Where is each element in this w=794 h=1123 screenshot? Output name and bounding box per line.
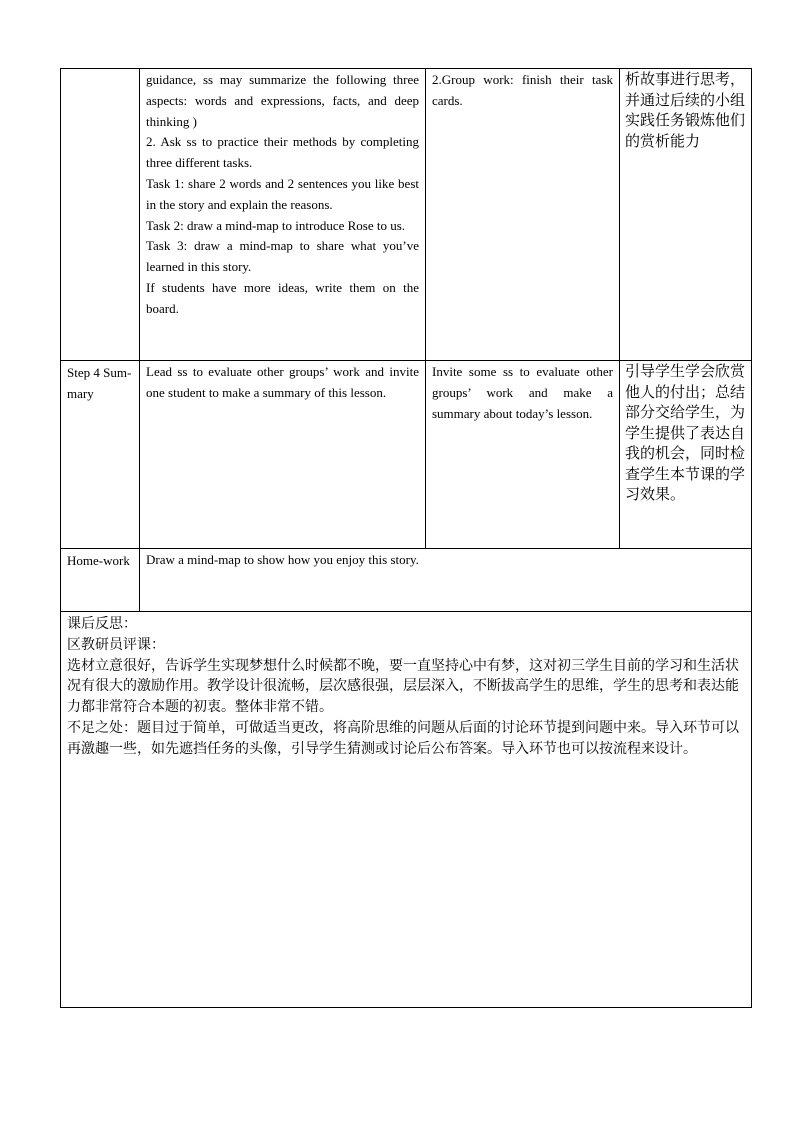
teacher-line: If students have more ideas, write them on the board. [146,279,419,316]
step-label: Home-work [61,549,140,612]
teacher-line: Lead ss to evaluate other groups’ work and invite one student to make a summary of this lesson. [146,364,419,400]
student-activity-cell [426,69,620,361]
review-paragraph: 选材立意很好，告诉学生实现梦想什么时候都不晚，要一直坚持心中有梦，这对初三学生目前的学习和生活状况有很大的激励作用。教学设计很流畅，层次感很强，层层深入，不断拔高学生的思维，学生的思考和表达能力都非常符合本题的初衷。整体非常不错。 [67,657,739,716]
student-line: Invite some ss to evaluate other groups’ work and make a summary about today’s lesson. [432,364,613,421]
teacher-line: Task 3: draw a mind-map to share what you’ve learned in this story. [146,238,419,275]
teacher-activity-cell [140,361,426,549]
homework-row [61,549,752,612]
task-row [61,69,752,361]
reviewer-heading: 区教研员评课： [67,636,165,653]
teacher-line: Task 2: draw a mind-map to introduce Rose to us. [146,217,406,233]
reflection-cell [61,612,752,1008]
teacher-line: Task 1: share 2 words and 2 sentences you like best in the story and explain the reasons. [146,175,419,212]
teacher-line: 2. Ask ss to practice their methods by completing three different tasks. [146,134,419,171]
step-cell [61,69,140,361]
summary-row [61,361,752,549]
purpose-cell: 引导学生学会欣赏他人的付出；总结部分交给学生，为学生提供了表达自我的机会，同时检查学生本节课的学习效果。 [620,361,752,549]
homework-content: Draw a mind-map to show how you enjoy this story. [140,549,752,612]
step-label: Step 4 Sum-mary [61,361,140,549]
teacher-activity-cell [140,69,426,361]
student-activity-cell [426,361,620,549]
teacher-line: guidance, ss may summarize the following three aspects: words and expressions, facts, and deep thinking ) [146,72,419,129]
reflection-heading: 课后反思： [67,616,137,632]
lesson-plan-table [60,68,752,1008]
student-line: 2.Group work: finish their task cards. [432,72,613,108]
reflection-row [61,612,752,1008]
review-paragraph: 不足之处：题目过于简单，可做适当更改，将高阶思维的问题从后面的讨论环节提到问题中来。导入环节可以再激趣一些，如先遮挡任务的头像，引导学生猜测或讨论后公布答案。导入环节也可以按流程来设计。 [67,719,739,757]
purpose-cell: 析故事进行思考，并通过后续的小组实践任务锻炼他们的赏析能力 [620,69,752,361]
